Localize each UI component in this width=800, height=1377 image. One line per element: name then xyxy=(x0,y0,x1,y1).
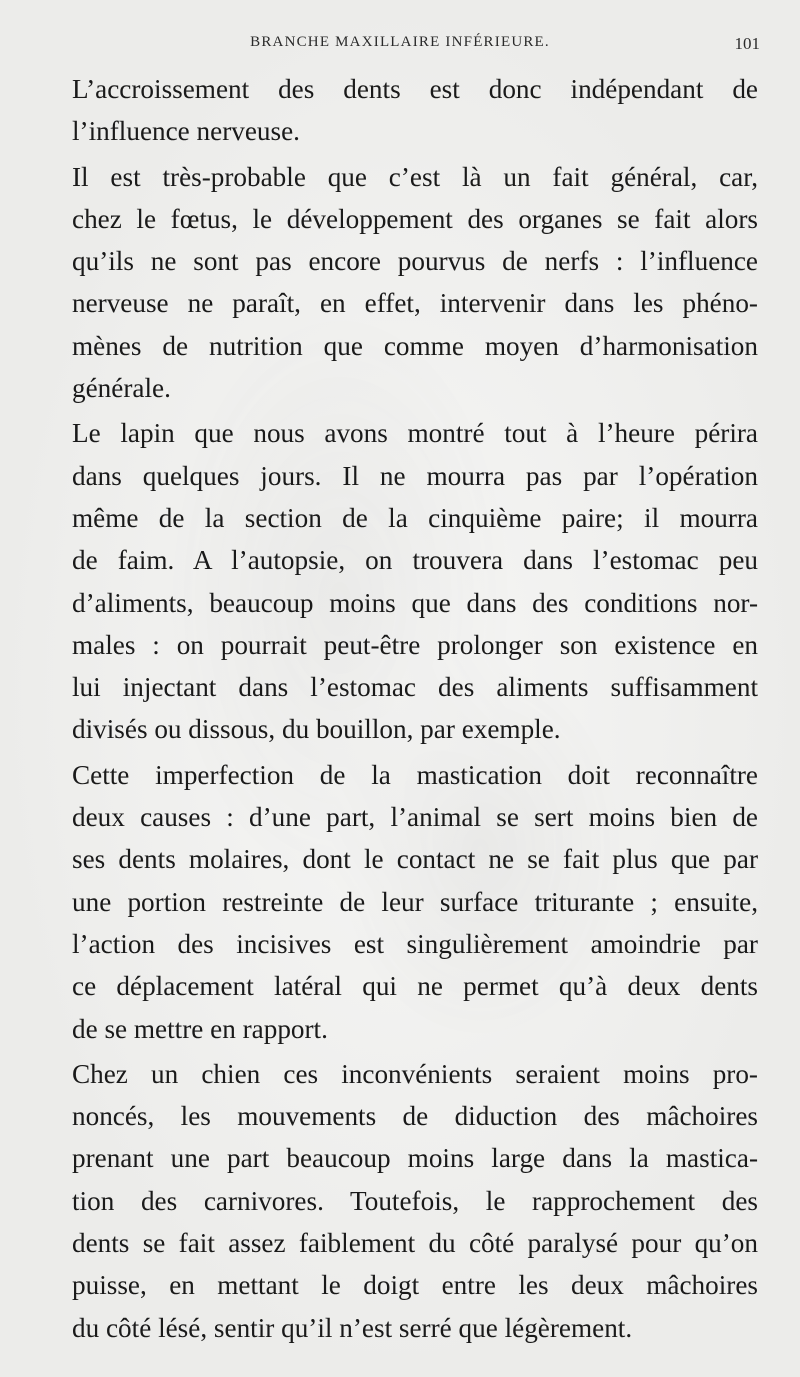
text-line: Il est très-probable que c’est là un fait général, car, xyxy=(72,161,758,192)
text-line: mènes de nutrition que comme moyen d’harmonisation xyxy=(72,330,758,361)
text-line: deux causes : d’une part, l’animal se sert moins bien de xyxy=(72,802,758,833)
text-line: L’accroissement des dents est donc indépendant de xyxy=(72,74,758,104)
text-line: dans quelques jours. Il ne mourra pas par l’opération xyxy=(72,460,758,491)
page-number: 101 xyxy=(734,34,760,53)
text-line: ses dents molaires, dont le contact ne se fait plus que par xyxy=(72,844,758,875)
text-line: puisse, en mettant le doigt entre les deux mâchoires xyxy=(72,1270,758,1301)
text-line: lui injectant dans l’estomac des aliments suffisamment xyxy=(72,672,758,703)
text-line: noncés, les mouvements de diduction des mâchoires xyxy=(72,1101,758,1132)
text-line: tion des carnivores. Toutefois, le rapprochement des xyxy=(72,1185,758,1216)
text-line: du côté lésé, sentir qu’il n’est serré que légèrement. xyxy=(72,1312,633,1343)
paragraph xyxy=(40,1053,758,1349)
body-text xyxy=(40,68,758,1352)
text-line: Cette imperfection de la mastication doit reconnaître xyxy=(72,759,758,790)
text-line: nerveuse ne paraît, en effet, intervenir dans les phéno- xyxy=(72,288,758,319)
paragraph xyxy=(40,156,758,410)
text-line: chez le fœtus, le développement des organes se fait alors xyxy=(72,203,758,234)
text-line: Le lapin que nous avons montré tout à l’heure périra xyxy=(72,418,758,449)
text-line: de faim. A l’autopsie, on trouvera dans l’estomac peu xyxy=(72,545,758,576)
text-line: générale. xyxy=(72,373,171,404)
text-line: Chez un chien ces inconvénients seraient moins pro- xyxy=(72,1058,758,1089)
text-line: dents se fait assez faiblement du côté paralysé pour qu’on xyxy=(72,1228,758,1259)
paragraph xyxy=(40,68,758,153)
text-line: même de la section de la cinquième paire; il mourra xyxy=(72,502,758,533)
text-line: une portion restreinte de leur surface triturante ; ensuite, xyxy=(72,886,758,917)
paragraph xyxy=(40,412,758,750)
text-line: l’influence nerveuse. xyxy=(72,116,300,147)
running-head xyxy=(40,34,760,58)
text-line: males : on pourrait peut-être prolonger son existence en xyxy=(72,629,758,660)
text-line: divisés ou dissous, du bouillon, par exemple. xyxy=(72,714,561,745)
text-line: qu’ils ne sont pas encore pourvus de nerfs : l’influence xyxy=(72,246,758,277)
text-line: d’aliments, beaucoup moins que dans des conditions nor- xyxy=(72,587,758,618)
text-line: prenant une part beaucoup moins large dans la mastica- xyxy=(72,1143,758,1174)
paragraph xyxy=(40,754,758,1050)
running-title: BRANCHE MAXILLAIRE INFÉRIEURE. xyxy=(250,34,550,50)
text-line: de se mettre en rapport. xyxy=(72,1013,328,1044)
text-line: ce déplacement latéral qui ne permet qu’à deux dents xyxy=(72,971,758,1002)
text-line: l’action des incisives est singulièrement amoindrie par xyxy=(72,928,758,959)
